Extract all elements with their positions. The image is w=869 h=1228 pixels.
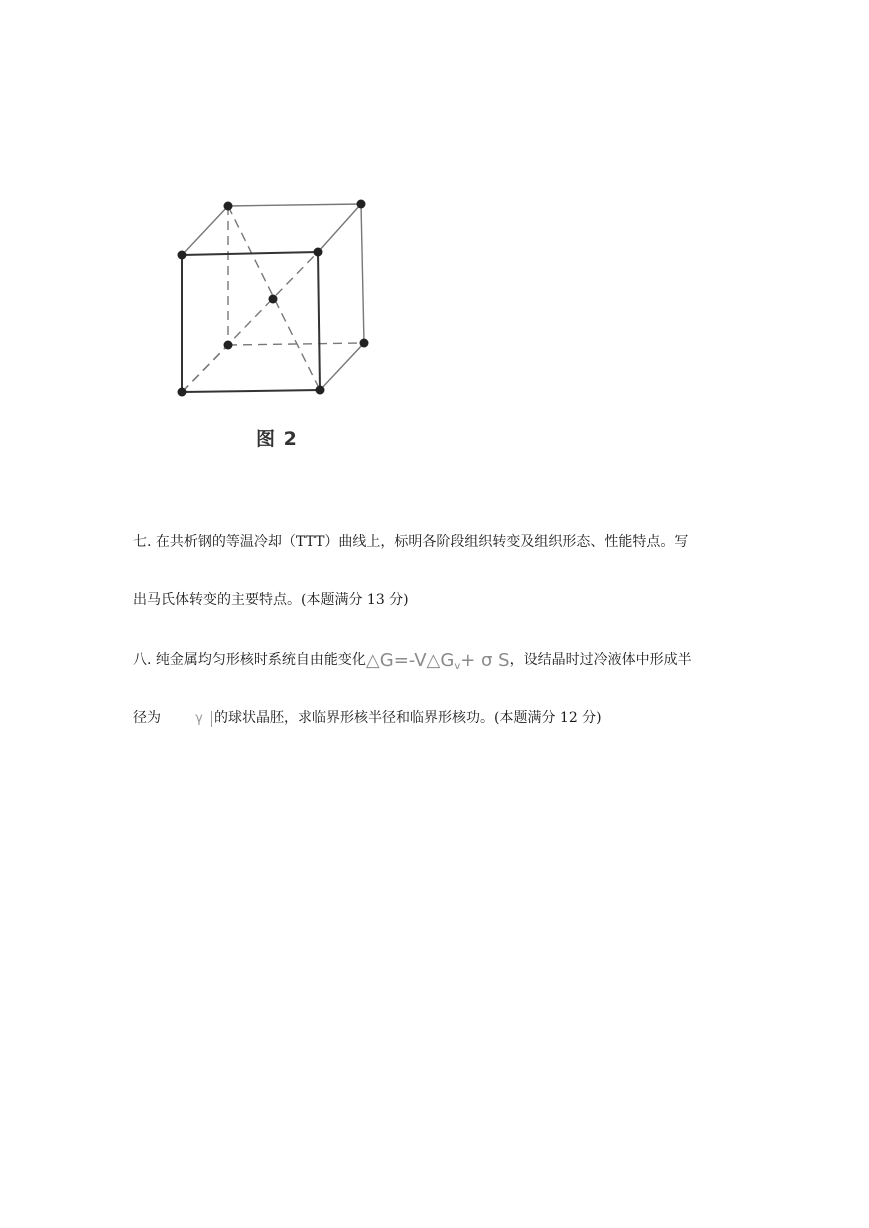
question-8-line2-prefix: 径为 [133, 710, 161, 726]
formula-main: △G=-V△G [365, 650, 455, 671]
bcc-unit-cell-figure [160, 180, 420, 455]
question-7-line-1: 七. 在共析钢的等温冷却（TTT）曲线上，标明各阶段组织转变及组织形态、性能特点。写 [133, 534, 689, 550]
bcc-cube-diagram [160, 180, 420, 455]
question-8-prefix: 八. 纯金属均匀形核时系统自由能变化 [133, 652, 366, 668]
formula-tail: + σ S [460, 650, 510, 671]
question-7-line-2: 出马氏体转变的主要特点。(本题满分 13 分) [133, 592, 409, 608]
question-8-line-1 [133, 650, 692, 677]
radius-symbol: γ [187, 711, 212, 727]
question-8-line-2 [133, 708, 602, 728]
question-8-line2-suffix: 的球状晶胚，求临界形核半径和临界形核功。(本题满分 12 分) [214, 710, 602, 726]
free-energy-formula [366, 650, 510, 671]
figure-caption: 图 2 [256, 428, 298, 450]
formula-subscript: v [454, 661, 461, 672]
question-8-after-formula: ，设结晶时过冷液体中形成半 [509, 652, 692, 668]
